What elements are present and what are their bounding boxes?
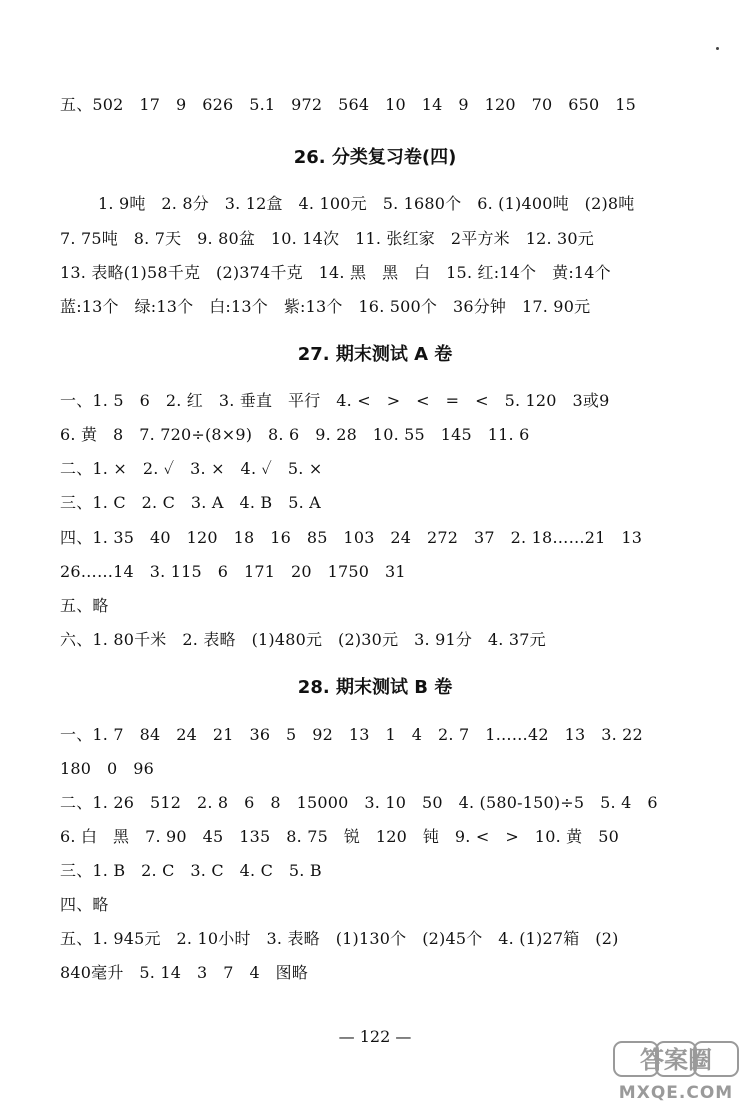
scan-dot bbox=[716, 47, 719, 50]
section-27-line-7: 五、略 bbox=[60, 596, 109, 615]
section-27-line-8: 六、1. 80千米 2. 表略 (1)480元 (2)30元 3. 91分 4. 37元 bbox=[60, 630, 546, 649]
section-26-line-2: 7. 75吨 8. 7天 9. 80盆 10. 14次 11. 张红家 2平方米 12. 30元 bbox=[60, 229, 594, 248]
section-28-line-1: 一、1. 7 84 24 21 36 5 92 13 1 4 2. 7 1……42 13 3. 22 bbox=[60, 725, 643, 744]
section-27-line-6: 26……14 3. 115 6 171 20 1750 31 bbox=[60, 562, 406, 581]
watermark-logo bbox=[612, 1040, 742, 1104]
section-28-line-2: 180 0 96 bbox=[60, 759, 154, 778]
section-26-line-3: 13. 表略(1)58千克 (2)374千克 14. 黑 黑 白 15. 红:14个 黄:14个 bbox=[60, 263, 611, 282]
section-27-line-3: 二、1. × 2. ✓ 3. × 4. ✓ 5. × bbox=[60, 459, 323, 478]
section-27-heading: 27. 期末测试 A 卷 bbox=[297, 344, 453, 365]
section-27-line-5: 四、1. 35 40 120 18 16 85 103 24 272 37 2. 18……21 13 bbox=[60, 528, 643, 547]
section-26-line-4: 蓝:13个 绿:13个 白:13个 紫:13个 16. 500个 36分钟 17. 90元 bbox=[60, 297, 591, 316]
section-27-line-2: 6. 黄 8 7. 720÷(8×9) 8. 6 9. 28 10. 55 145 11. 6 bbox=[60, 425, 530, 444]
watermark-chinese-text: 答案圈 bbox=[640, 1046, 712, 1074]
section-28-line-4: 6. 白 黑 7. 90 45 135 8. 75 锐 120 钝 9. < > 10. 黄 50 bbox=[60, 827, 619, 846]
section-28-line-6: 四、略 bbox=[60, 895, 109, 914]
section-26-heading: 26. 分类复习卷(四) bbox=[293, 147, 457, 168]
section-28-line-7: 五、1. 945元 2. 10小时 3. 表略 (1)130个 (2)45个 4. (1)27箱 (2) bbox=[60, 929, 619, 948]
section-26-line-1: 1. 9吨 2. 8分 3. 12盒 4. 100元 5. 1680个 6. (1)400吨 (2)8吨 bbox=[98, 194, 635, 213]
section-28-heading: 28. 期末测试 B 卷 bbox=[297, 677, 453, 698]
watermark-url-text: MXQE.COM bbox=[618, 1083, 734, 1103]
section-27-line-1: 一、1. 5 6 2. 红 3. 垂直 平行 4. < > < = < 5. 120 3或9 bbox=[60, 391, 610, 410]
section-28-line-5: 三、1. B 2. C 3. C 4. C 5. B bbox=[60, 861, 322, 880]
top-answer-line: 五、502 17 9 626 5.1 972 564 10 14 9 120 70 650 15 bbox=[60, 95, 636, 114]
section-27-line-4: 三、1. C 2. C 3. A 4. B 5. A bbox=[60, 493, 321, 512]
page-number: — 122 — bbox=[338, 1027, 412, 1046]
section-28-line-8: 840毫升 5. 14 3 7 4 图略 bbox=[60, 963, 309, 982]
section-28-line-3: 二、1. 26 512 2. 8 6 8 15000 3. 10 50 4. (580-150)÷5 5. 4 6 bbox=[60, 793, 658, 812]
